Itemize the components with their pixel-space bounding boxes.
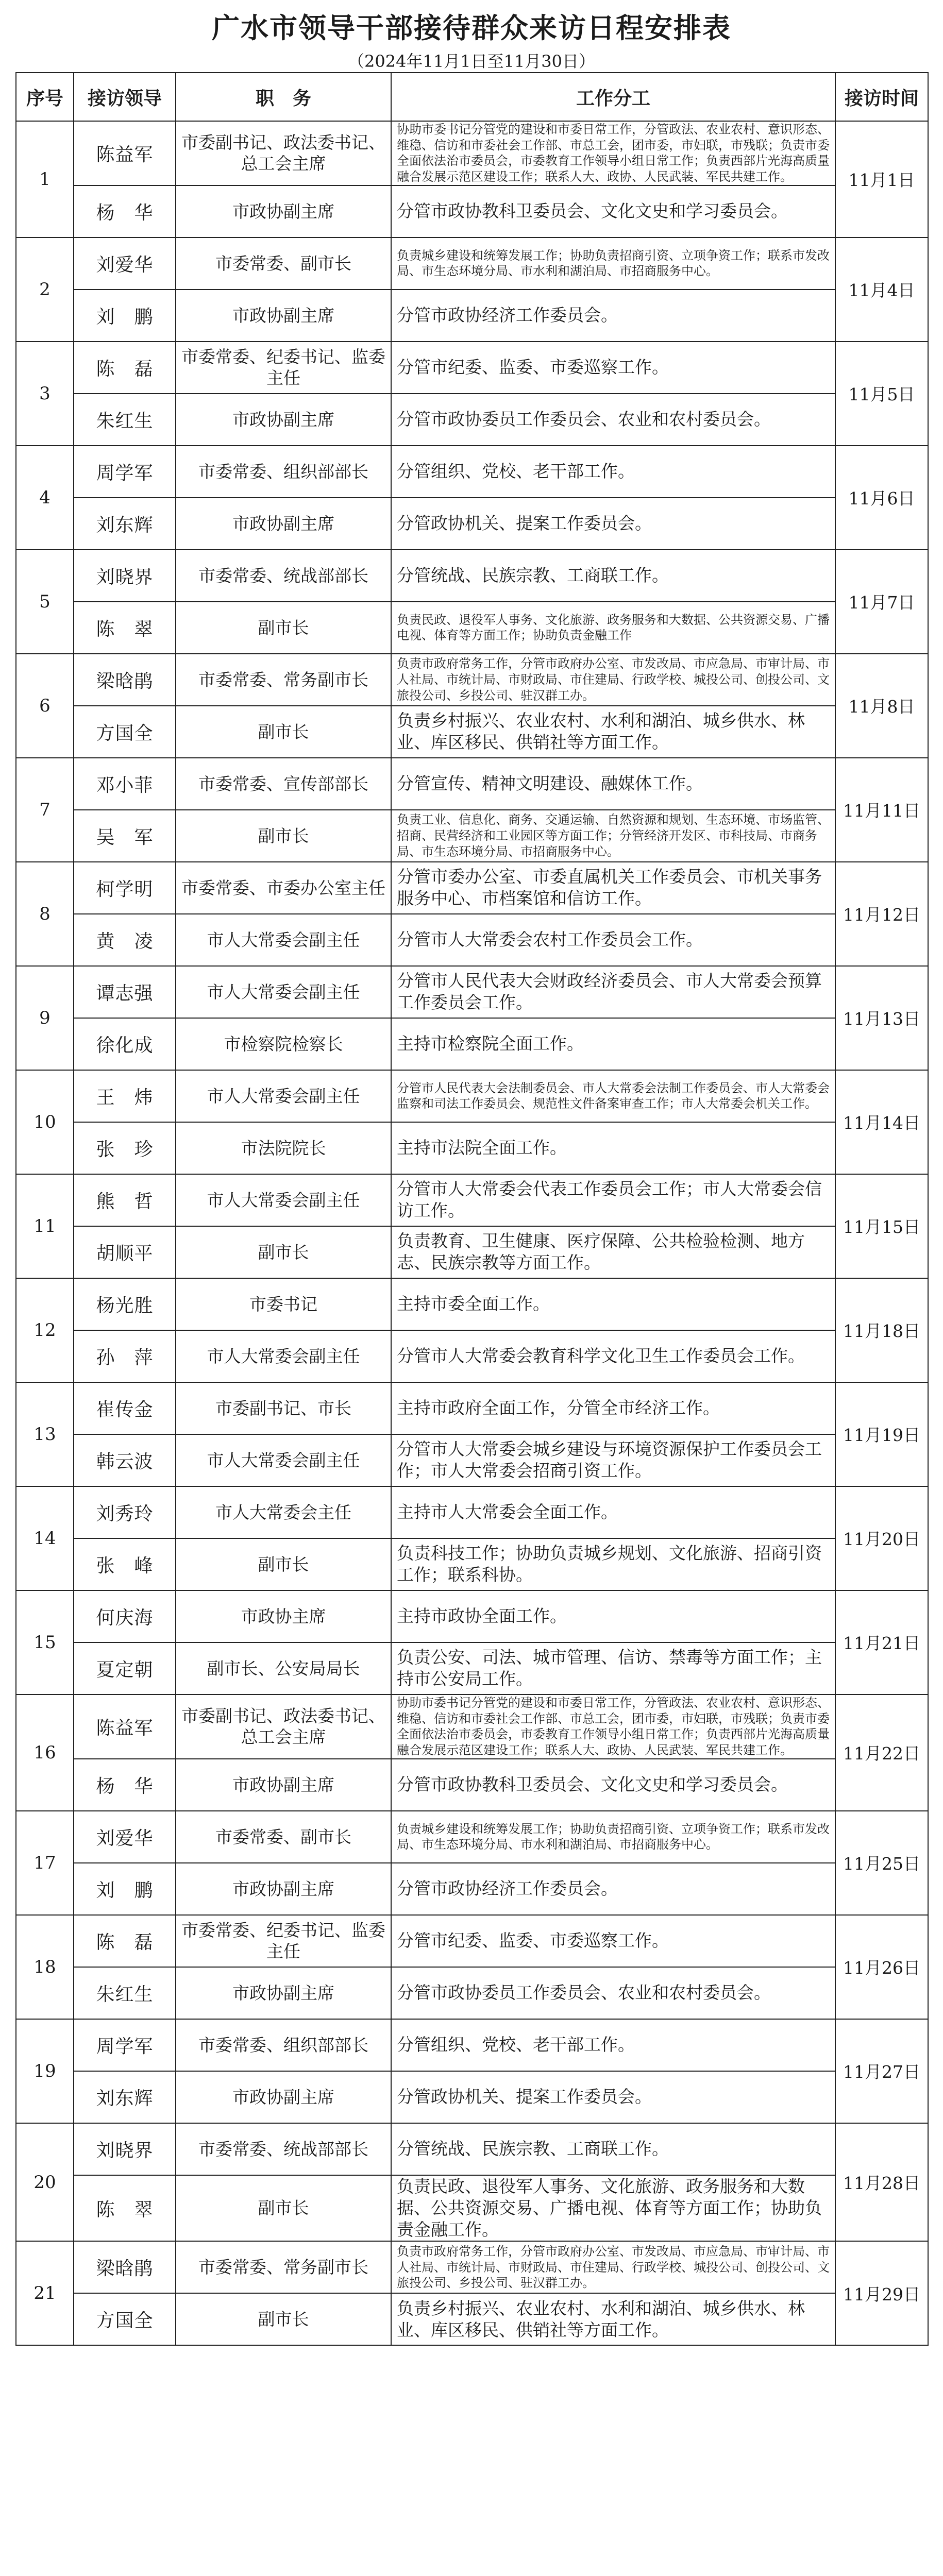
date-cell: 11月19日 — [835, 1382, 928, 1486]
date-cell: 11月12日 — [835, 862, 928, 966]
position-cell: 市政协副主席 — [176, 290, 391, 342]
position-cell: 市委常委、组织部部长 — [176, 446, 391, 498]
table-row — [16, 238, 928, 290]
duty-cell: 分管市人大常委会教育科学文化卫生工作委员会工作。 — [391, 1330, 835, 1382]
table-row — [16, 862, 928, 914]
position-cell: 市人大常委会副主任 — [176, 1174, 391, 1226]
table-row — [16, 290, 928, 342]
leader-cell: 邓小菲 — [74, 758, 176, 810]
duty-cell: 分管市人民代表大会法制委员会、市人大常委会法制工作委员会、市人大常委会监察和司法工作委员会、规范性文件备案审查工作；市人大常委会机关工作。 — [391, 1070, 835, 1122]
position-cell: 市人大常委会主任 — [176, 1486, 391, 1538]
table-row — [16, 1590, 928, 1642]
position-cell: 副市长 — [176, 602, 391, 654]
position-cell: 市法院院长 — [176, 1122, 391, 1174]
table-header-row — [16, 73, 928, 121]
seq-cell: 17 — [16, 1811, 74, 1915]
position-cell: 市政协副主席 — [176, 394, 391, 446]
leader-cell: 梁晗鹃 — [74, 2241, 176, 2293]
leader-cell: 刘 鹏 — [74, 290, 176, 342]
seq-cell: 18 — [16, 1915, 74, 2019]
header-duty: 工作分工 — [391, 73, 835, 121]
duty-cell: 负责乡村振兴、农业农村、水利和湖泊、城乡供水、林业、库区移民、供销社等方面工作。 — [391, 2293, 835, 2345]
table-row — [16, 498, 928, 550]
duty-cell: 负责城乡建设和统筹发展工作；协助负责招商引资、立项争资工作；联系市发改局、市生态环境分局、市水利和湖泊局、市招商服务中心。 — [391, 1811, 835, 1863]
duty-cell: 主持市政府全面工作，分管全市经济工作。 — [391, 1382, 835, 1434]
table-row — [16, 1642, 928, 1694]
table-row — [16, 1330, 928, 1382]
position-cell: 市政协副主席 — [176, 185, 391, 238]
duty-cell: 负责乡村振兴、农业农村、水利和湖泊、城乡供水、林业、库区移民、供销社等方面工作。 — [391, 706, 835, 758]
duty-cell: 负责教育、卫生健康、医疗保障、公共检验检测、地方志、民族宗教等方面工作。 — [391, 1226, 835, 1278]
duty-cell: 负责科技工作；协助负责城乡规划、文化旅游、招商引资工作；联系科协。 — [391, 1538, 835, 1590]
duty-cell: 分管政协机关、提案工作委员会。 — [391, 2071, 835, 2123]
table-row — [16, 185, 928, 238]
date-cell: 11月25日 — [835, 1811, 928, 1915]
leader-cell: 夏定朝 — [74, 1642, 176, 1694]
position-cell: 市人大常委会副主任 — [176, 1434, 391, 1486]
duty-cell: 分管市纪委、监委、市委巡察工作。 — [391, 1915, 835, 1967]
position-cell: 副市长 — [176, 2293, 391, 2345]
seq-cell: 14 — [16, 1486, 74, 1590]
position-cell: 副市长 — [176, 1538, 391, 1590]
leader-cell: 方国全 — [74, 2293, 176, 2345]
position-cell: 市委副书记、市长 — [176, 1382, 391, 1434]
duty-cell: 分管组织、党校、老干部工作。 — [391, 446, 835, 498]
leader-cell: 刘东辉 — [74, 2071, 176, 2123]
table-row — [16, 914, 928, 966]
seq-cell: 12 — [16, 1278, 74, 1382]
duty-cell: 分管统战、民族宗教、工商联工作。 — [391, 550, 835, 602]
position-cell: 市政协副主席 — [176, 498, 391, 550]
header-leader: 接访领导 — [74, 73, 176, 121]
seq-cell: 21 — [16, 2241, 74, 2345]
leader-cell: 刘东辉 — [74, 498, 176, 550]
date-cell: 11月1日 — [835, 121, 928, 238]
duty-cell: 分管市政协委员工作委员会、农业和农村委员会。 — [391, 394, 835, 446]
seq-cell: 15 — [16, 1590, 74, 1694]
seq-cell: 7 — [16, 758, 74, 862]
table-row — [16, 1070, 928, 1122]
table-row — [16, 1811, 928, 1863]
table-row — [16, 654, 928, 706]
position-cell: 市人大常委会副主任 — [176, 966, 391, 1018]
date-cell: 11月7日 — [835, 550, 928, 654]
position-cell: 市政协副主席 — [176, 1967, 391, 2019]
duty-cell: 分管市人大常委会城乡建设与环境资源保护工作委员会工作；市人大常委会招商引资工作。 — [391, 1434, 835, 1486]
date-cell: 11月13日 — [835, 966, 928, 1070]
header-date: 接访时间 — [835, 73, 928, 121]
position-cell: 市委常委、常务副市长 — [176, 654, 391, 706]
table-row — [16, 446, 928, 498]
table-row — [16, 1122, 928, 1174]
leader-cell: 朱红生 — [74, 1967, 176, 2019]
leader-cell: 刘爱华 — [74, 1811, 176, 1863]
seq-cell: 10 — [16, 1070, 74, 1174]
table-row — [16, 1694, 928, 1759]
seq-cell: 8 — [16, 862, 74, 966]
leader-cell: 刘晓界 — [74, 2123, 176, 2175]
date-cell: 11月6日 — [835, 446, 928, 550]
duty-cell: 分管统战、民族宗教、工商联工作。 — [391, 2123, 835, 2175]
seq-cell: 11 — [16, 1174, 74, 1278]
duty-cell: 协助市委书记分管党的建设和市委日常工作，分管政法、农业农村、意识形态、维稳、信访和市委社会工作部、市总工会，团市委，市妇联，市残联；负责市委全面依法治市委员会，市委教育工作领导小组日常工作；负责西部片光海高质量融合发展示范区建设工作；联系人大、政协、人民武装、军民共建工作。 — [391, 121, 835, 185]
duty-cell: 负责市政府常务工作，分管市政府办公室、市发改局、市应急局、市审计局、市人社局、市统计局、市财政局、市住建局、行政学校、城投公司、创投公司、文旅投公司、乡投公司、驻汉群工办。 — [391, 2241, 835, 2293]
header-seq: 序号 — [16, 73, 74, 121]
duty-cell: 主持市法院全面工作。 — [391, 1122, 835, 1174]
duty-cell: 分管市人大常委会农村工作委员会工作。 — [391, 914, 835, 966]
seq-cell: 19 — [16, 2019, 74, 2123]
date-cell: 11月5日 — [835, 342, 928, 446]
seq-cell: 3 — [16, 342, 74, 446]
position-cell: 市委副书记、政法委书记、总工会主席 — [176, 1694, 391, 1759]
position-cell: 市委常委、副市长 — [176, 1811, 391, 1863]
leader-cell: 杨光胜 — [74, 1278, 176, 1330]
position-cell: 副市长 — [176, 1226, 391, 1278]
date-cell: 11月14日 — [835, 1070, 928, 1174]
duty-cell: 分管市人民代表大会财政经济委员会、市人大常委会预算工作委员会工作。 — [391, 966, 835, 1018]
position-cell: 市政协副主席 — [176, 1759, 391, 1811]
table-row — [16, 2293, 928, 2345]
position-cell: 市委副书记、政法委书记、总工会主席 — [176, 121, 391, 185]
date-cell: 11月26日 — [835, 1915, 928, 2019]
position-cell: 市人大常委会副主任 — [176, 1330, 391, 1382]
table-row — [16, 2071, 928, 2123]
table-row — [16, 1434, 928, 1486]
duty-cell: 负责城乡建设和统筹发展工作；协助负责招商引资、立项争资工作；联系市发改局、市生态环境分局、市水利和湖泊局、市招商服务中心。 — [391, 238, 835, 290]
duty-cell: 分管市政协教科卫委员会、文化文史和学习委员会。 — [391, 185, 835, 238]
position-cell: 市委常委、宣传部部长 — [176, 758, 391, 810]
seq-cell: 16 — [16, 1694, 74, 1811]
header-position: 职 务 — [176, 73, 391, 121]
position-cell: 市委常委、统战部部长 — [176, 550, 391, 602]
position-cell: 副市长 — [176, 2175, 391, 2242]
date-cell: 11月29日 — [835, 2241, 928, 2345]
date-cell: 11月20日 — [835, 1486, 928, 1590]
leader-cell: 柯学明 — [74, 862, 176, 914]
leader-cell: 周学军 — [74, 2019, 176, 2071]
seq-cell: 5 — [16, 550, 74, 654]
seq-cell: 1 — [16, 121, 74, 238]
position-cell: 市委常委、市委办公室主任 — [176, 862, 391, 914]
table-row — [16, 1759, 928, 1811]
leader-cell: 韩云波 — [74, 1434, 176, 1486]
duty-cell: 分管政协机关、提案工作委员会。 — [391, 498, 835, 550]
seq-cell: 6 — [16, 654, 74, 758]
leader-cell: 张 峰 — [74, 1538, 176, 1590]
leader-cell: 陈 翠 — [74, 2175, 176, 2242]
position-cell: 市委常委、组织部部长 — [176, 2019, 391, 2071]
position-cell: 市政协副主席 — [176, 1863, 391, 1915]
duty-cell: 分管市人大常委会代表工作委员会工作；市人大常委会信访工作。 — [391, 1174, 835, 1226]
position-cell: 副市长 — [176, 706, 391, 758]
leader-cell: 黄 凌 — [74, 914, 176, 966]
table-row — [16, 1538, 928, 1590]
duty-cell: 负责民政、退役军人事务、文化旅游、政务服务和大数据、公共资源交易、广播电视、体育等方面工作；协助负责金融工作 — [391, 602, 835, 654]
table-row — [16, 1382, 928, 1434]
position-cell: 市委常委、统战部部长 — [176, 2123, 391, 2175]
table-row — [16, 1915, 928, 1967]
table-row — [16, 1967, 928, 2019]
table-row — [16, 810, 928, 862]
position-cell: 副市长 — [176, 810, 391, 862]
leader-cell: 方国全 — [74, 706, 176, 758]
table-row — [16, 550, 928, 602]
date-cell: 11月28日 — [835, 2123, 928, 2242]
leader-cell: 杨 华 — [74, 185, 176, 238]
date-cell: 11月18日 — [835, 1278, 928, 1382]
table-row — [16, 1278, 928, 1330]
leader-cell: 何庆海 — [74, 1590, 176, 1642]
leader-cell: 刘秀玲 — [74, 1486, 176, 1538]
date-cell: 11月8日 — [835, 654, 928, 758]
duty-cell: 分管市政协经济工作委员会。 — [391, 1863, 835, 1915]
leader-cell: 陈益军 — [74, 121, 176, 185]
leader-cell: 孙 萍 — [74, 1330, 176, 1382]
seq-cell: 9 — [16, 966, 74, 1070]
leader-cell: 刘 鹏 — [74, 1863, 176, 1915]
schedule-table — [15, 72, 929, 2346]
seq-cell: 4 — [16, 446, 74, 550]
position-cell: 市检察院检察长 — [176, 1018, 391, 1070]
date-cell: 11月27日 — [835, 2019, 928, 2123]
position-cell: 市委书记 — [176, 1278, 391, 1330]
leader-cell: 谭志强 — [74, 966, 176, 1018]
position-cell: 市政协副主席 — [176, 2071, 391, 2123]
position-cell: 市委常委、纪委书记、监委主任 — [176, 342, 391, 394]
leader-cell: 张 珍 — [74, 1122, 176, 1174]
position-cell: 副市长、公安局局长 — [176, 1642, 391, 1694]
date-cell: 11月11日 — [835, 758, 928, 862]
duty-cell: 负责民政、退役军人事务、文化旅游、政务服务和大数据、公共资源交易、广播电视、体育等方面工作；协助负责金融工作。 — [391, 2175, 835, 2242]
duty-cell: 主持市委全面工作。 — [391, 1278, 835, 1330]
position-cell: 市委常委、副市长 — [176, 238, 391, 290]
leader-cell: 王 炜 — [74, 1070, 176, 1122]
table-row — [16, 758, 928, 810]
position-cell: 市政协主席 — [176, 1590, 391, 1642]
leader-cell: 周学军 — [74, 446, 176, 498]
table-row — [16, 1863, 928, 1915]
leader-cell: 刘晓界 — [74, 550, 176, 602]
duty-cell: 主持市人大常委会全面工作。 — [391, 1486, 835, 1538]
table-row — [16, 1226, 928, 1278]
table-row — [16, 706, 928, 758]
table-row — [16, 2019, 928, 2071]
seq-cell: 13 — [16, 1382, 74, 1486]
duty-cell: 分管组织、党校、老干部工作。 — [391, 2019, 835, 2071]
position-cell: 市人大常委会副主任 — [176, 1070, 391, 1122]
duty-cell: 分管宣传、精神文明建设、融媒体工作。 — [391, 758, 835, 810]
table-row — [16, 342, 928, 394]
seq-cell: 20 — [16, 2123, 74, 2242]
duty-cell: 主持市政协全面工作。 — [391, 1590, 835, 1642]
date-cell: 11月22日 — [835, 1694, 928, 1811]
duty-cell: 分管市纪委、监委、市委巡察工作。 — [391, 342, 835, 394]
page-title: 广水市领导干部接待群众来访日程安排表 — [212, 11, 731, 44]
position-cell: 市人大常委会副主任 — [176, 914, 391, 966]
leader-cell: 崔传金 — [74, 1382, 176, 1434]
leader-cell: 陈 磊 — [74, 1915, 176, 1967]
table-row — [16, 394, 928, 446]
leader-cell: 陈 磊 — [74, 342, 176, 394]
duty-cell: 分管市政协委员工作委员会、农业和农村委员会。 — [391, 1967, 835, 2019]
seq-cell: 2 — [16, 238, 74, 342]
date-cell: 11月4日 — [835, 238, 928, 342]
duty-cell: 主持市检察院全面工作。 — [391, 1018, 835, 1070]
leader-cell: 朱红生 — [74, 394, 176, 446]
duty-cell: 分管市政协教科卫委员会、文化文史和学习委员会。 — [391, 1759, 835, 1811]
duty-cell: 负责工业、信息化、商务、交通运输、自然资源和规划、生态环境、市场监管、招商、民营经济和工业园区等方面工作；分管经济开发区、市科技局、市商务局、市生态环境分局、市招商服务中心。 — [391, 810, 835, 862]
table-row — [16, 602, 928, 654]
table-row — [16, 1486, 928, 1538]
duty-cell: 分管市政协经济工作委员会。 — [391, 290, 835, 342]
table-row — [16, 2241, 928, 2293]
leader-cell: 刘爱华 — [74, 238, 176, 290]
leader-cell: 杨 华 — [74, 1759, 176, 1811]
table-row — [16, 1174, 928, 1226]
table-row — [16, 966, 928, 1018]
table-row — [16, 121, 928, 185]
duty-cell: 负责市政府常务工作，分管市政府办公室、市发改局、市应急局、市审计局、市人社局、市统计局、市财政局、市住建局、行政学校、城投公司、创投公司、文旅投公司、乡投公司、驻汉群工办。 — [391, 654, 835, 706]
schedule-body — [16, 121, 928, 2345]
position-cell: 市委常委、常务副市长 — [176, 2241, 391, 2293]
leader-cell: 胡顺平 — [74, 1226, 176, 1278]
leader-cell: 梁晗鹃 — [74, 654, 176, 706]
leader-cell: 徐化成 — [74, 1018, 176, 1070]
date-cell: 11月21日 — [835, 1590, 928, 1694]
duty-cell: 协助市委书记分管党的建设和市委日常工作，分管政法、农业农村、意识形态、维稳、信访和市委社会工作部、市总工会，团市委，市妇联，市残联；负责市委全面依法治市委员会，市委教育工作领导小组日常工作；负责西部片光海高质量融合发展示范区建设工作；联系人大、政协、人民武装、军民共建工作。 — [391, 1694, 835, 1759]
table-row — [16, 1018, 928, 1070]
duty-cell: 负责公安、司法、城市管理、信访、禁毒等方面工作；主持市公安局工作。 — [391, 1642, 835, 1694]
table-row — [16, 2123, 928, 2175]
date-cell: 11月15日 — [835, 1174, 928, 1278]
leader-cell: 熊 哲 — [74, 1174, 176, 1226]
leader-cell: 陈益军 — [74, 1694, 176, 1759]
duty-cell: 分管市委办公室、市委直属机关工作委员会、市机关事务服务中心、市档案馆和信访工作。 — [391, 862, 835, 914]
leader-cell: 陈 翠 — [74, 602, 176, 654]
page-subtitle: （2024年11月1日至11月30日） — [348, 52, 595, 71]
position-cell: 市委常委、纪委书记、监委主任 — [176, 1915, 391, 1967]
leader-cell: 吴 军 — [74, 810, 176, 862]
table-row — [16, 2175, 928, 2242]
